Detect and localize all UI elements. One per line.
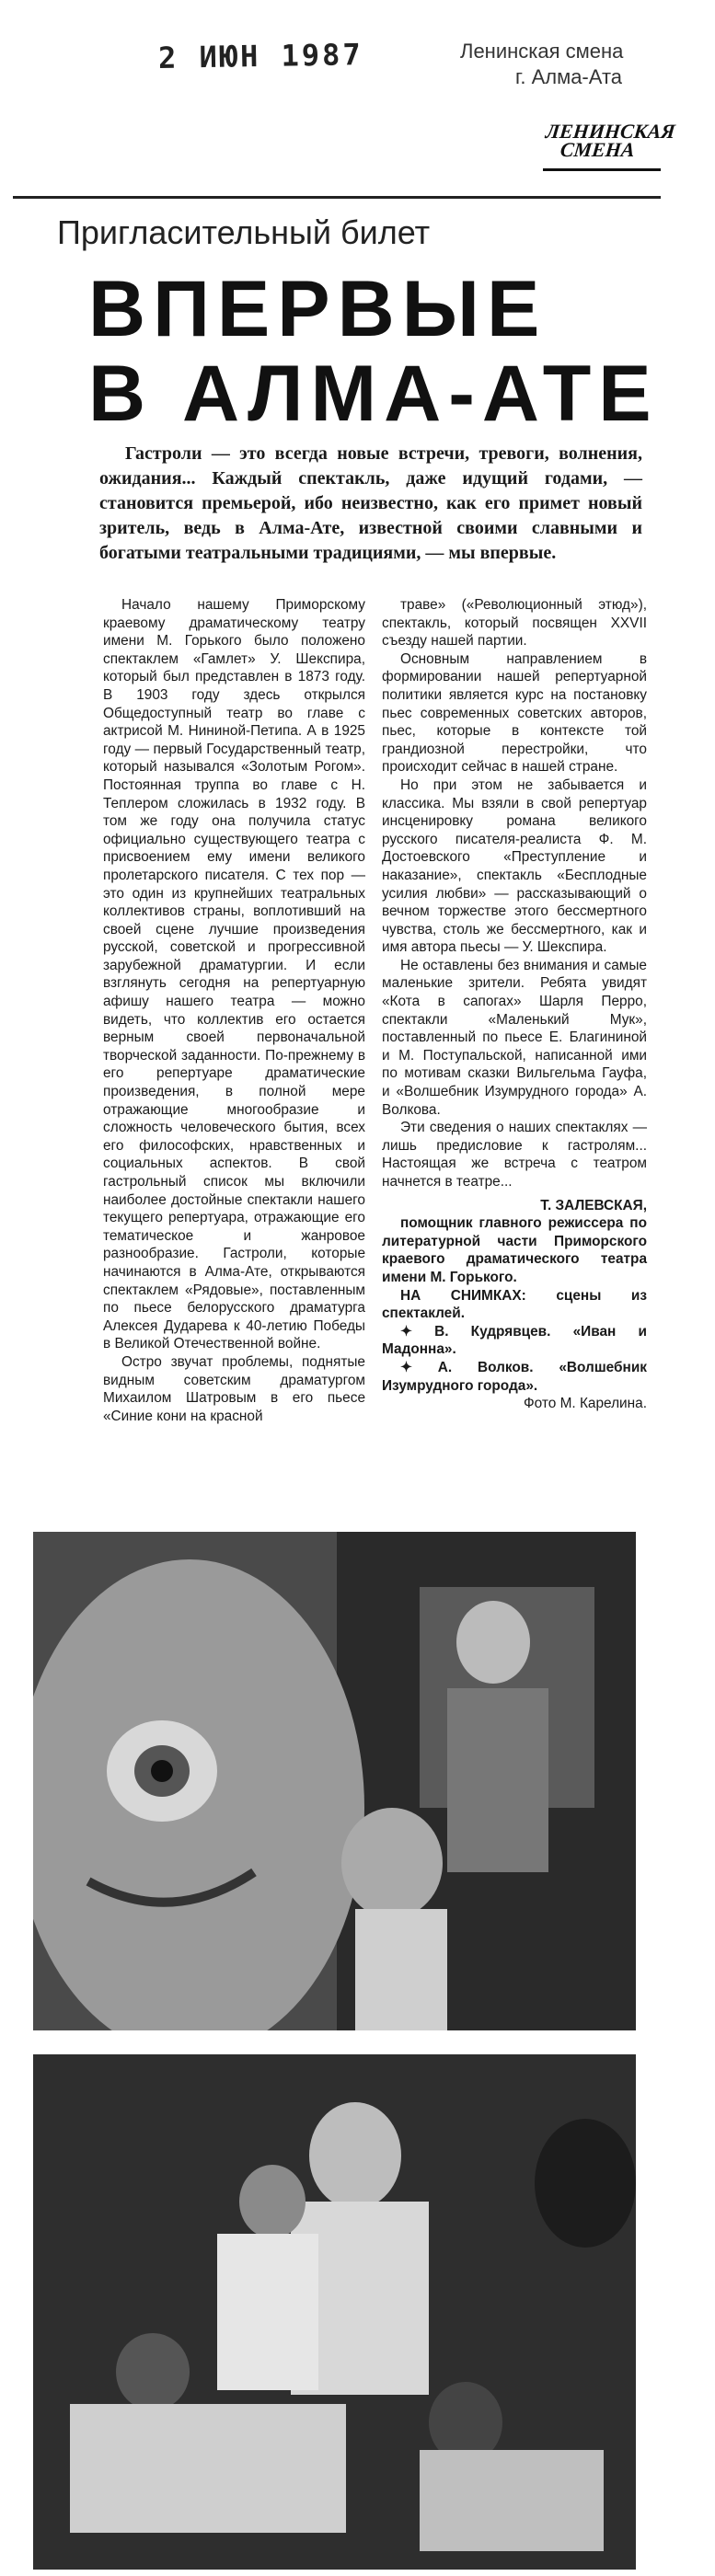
source-name: Ленинская смена xyxy=(460,40,624,63)
lead-paragraph: Гастроли — это всегда новые встречи, тревоги, волнения, ожидания... Каждый спектакль, даже идущий годами, — становится премьерой, ибо неизвестно, как его примет новый зритель, ведь в Алма-Ате, известной своими славными и богатыми театральными традициями, — мы впервые. xyxy=(99,443,642,563)
headline-line-1: ВПЕРВЫЕ xyxy=(88,265,548,353)
logo-line-2: СМЕНА xyxy=(559,138,637,161)
paragraph: траве» («Революционный этюд»), спектакль, который посвящен XXVII съезду нашей партии. xyxy=(382,597,647,650)
paragraph: Остро звучат проблемы, поднятые видным советским драматургом Михаилом Шатровым в его пьесе «Синие кони на красной xyxy=(103,1353,365,1424)
author-role: помощник главного режиссера по литературной части Приморского краевого драматического театра имени М. Горького. xyxy=(382,1215,647,1285)
headline xyxy=(88,267,659,436)
clipping-header xyxy=(0,18,715,120)
paragraph: Не оставлены без внимания и самые маленькие зрители. Ребята увидят «Кота в сапогах» Шарля Перро, спектакли «Маленький Мук», поставленный по пьесе Е. Благининой и М. Поступальской, написанной ими по мотивам сказки Вильгельма Гауфа, и «Волшебник Изумрудного города» А. Волкова. xyxy=(382,957,647,1118)
logo-line-1: ЛЕНИНСКАЯ xyxy=(544,120,676,143)
caption-1: ✦ В. Кудрявцев. «Иван и Мадонна». xyxy=(382,1323,647,1358)
article-column-1 xyxy=(103,596,365,1425)
top-rule xyxy=(13,196,661,199)
paragraph: Начало нашему Приморскому краевому драматическому театру имени М. Горького было положено спектаклем «Гамлет» У. Шекспира, который был представлен в 1873 году. В 1903 году здесь открылся Общедоступный театр во главе с актрисой М. Нининой-Петипа. А в 1925 году — первый Государственный театр, который назывался «Золотым Рогом». Постоянная труппа во главе с Н. Теплером сложилась в 1932 году. В том же году она получила статус официально существующего театра с присвоением ему имени великого пролетарского писателя. С тех пор — это один из крупнейших театральных коллективов страны, воплотивший на своей сцене лучшие произведения русской, советской и прогрессивной зарубежной драматургии. И если взглянуть сегодня на репертуарную афишу нашего театра — можно видеть, что коллектив его остается верным своей первоначальной творческой заданности. По-прежнему в его репертуаре драматические произведения, в полной мере отражающие многообразие и сложность человеческого бытия, всех его философских, нравственных и социальных аспектов. В свой гастрольный список мы включили наиболее достойные спектакли нашего текущего репертуара, отражающие его тематическое и жанровое разнообразие. Гастроли, которые начинаются в Алма-Ате, открываются спектаклем «Рядовые», поставленным по пьесе белорусского драматурга Алексея Дударева к 40-летию Победы в Великой Отечественной войне. xyxy=(103,597,365,1352)
headline-line-2: В АЛМА-АТЕ xyxy=(88,350,659,438)
photo-wizard-of-oz-scene xyxy=(33,1532,636,2030)
paragraph: Но при этом не забывается и классика. Мы взяли в свой репертуар инсценировку романа великого русского писателя-реалиста Ф. М. Достоевского «Преступление и наказание», спектакль «Бесплодные усилия любви» — рассказывающий о вечном торжестве этого бессмертного чувства, столь же бессмертного, как и имя автора пьесы — У. Шекспира. xyxy=(382,776,647,956)
rubric: Пригласительный билет xyxy=(57,213,431,251)
logo-underline xyxy=(543,168,661,171)
photo-ivan-and-madonna-scene xyxy=(33,2054,636,2570)
date-stamp: 2 ИЮН 1987 xyxy=(157,37,363,75)
captions-title: НА СНИМКАХ: сцены из спектаклей. xyxy=(382,1287,647,1322)
author-signature: Т. ЗАЛЕВСКАЯ, xyxy=(540,1197,647,1213)
source-stamp xyxy=(460,39,623,90)
paragraph: Эти сведения о наших спектаклях — лишь предисловие к гастролям... Настоящая же встреча с театром начнется в театре... xyxy=(382,1120,647,1190)
source-city: г. Алма-Ата xyxy=(515,65,623,88)
caption-2: ✦ А. Волков. «Волшебник Изумрудного города». xyxy=(382,1359,647,1394)
article-column-2 xyxy=(382,596,647,1413)
paragraph: Основным направлением в формировании нашей репертуарной политики является курс на постановку пьес современных советских авторов, пьес, которые в контексте той грандиозной перестройки, что происходит сейчас в нашей стране. xyxy=(382,650,647,776)
masthead-logo xyxy=(543,122,676,159)
photo-credit: Фото М. Карелина. xyxy=(523,1396,647,1412)
